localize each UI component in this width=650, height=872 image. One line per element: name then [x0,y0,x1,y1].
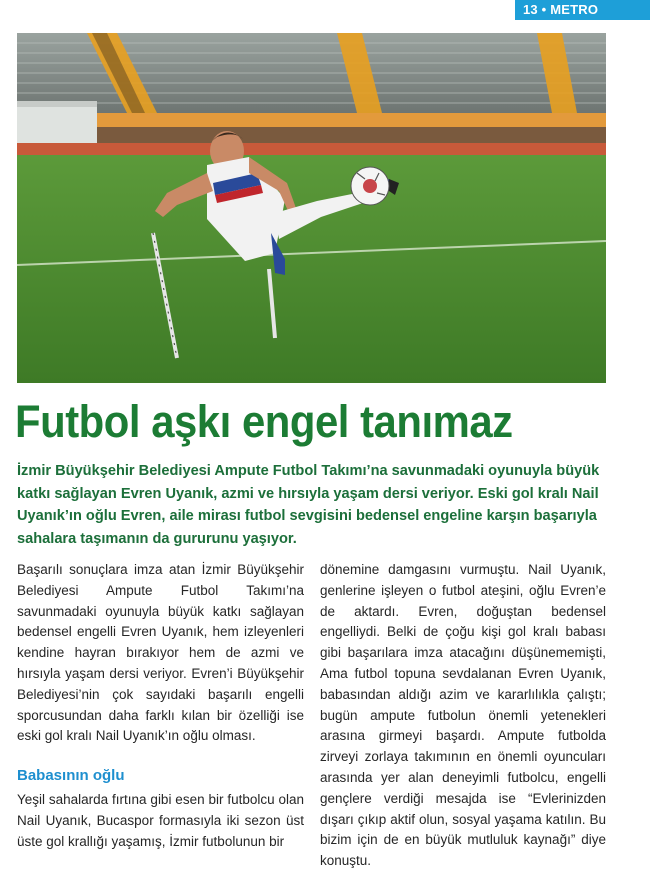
stadium-wall [97,113,606,127]
page-section-tag: 13 • METRO [515,0,650,20]
running-track [17,143,606,155]
article-column-2: dönemine damgasını vurmuştu. Nail Uyanık, genlerine işleyen o futbol ateşini, oğlu Evren’e de aktardı. Evren, doğuştan bedensel engelliydi. Belki de çoğu kişi gol kralı babası gibi başarılara imza atacağını düşünememişti, Ama futbol topuna sevdalanan Evren Uyanık, babasından aldığı azim ve kararlılıkla çalıştı; bugün ampute futbolun önemli yetenekleri arasına girmeyi başardı. Ampute futbolda zirveyi zorlaya takımının en önemli oyuncuları arasında yer alan deneyimli futbolcu, engelli gençlere verdiği mesajda ise “Evlerinizden dışarı çıkıp aktif olun, sosyal yaşama katılın. Bu bizim için de en büyük mutluluk kaynağı” diye konuştu. [320,562,606,869]
article-column-1-continued: Yeşil sahalarda fırtına gibi esen bir futbolcu olan Nail Uyanık, Bucaspor formasıyla iki sezon üst üste gol krallığı yaşamış, İzmir futbolunun bir [17,792,304,849]
article-column-1: Başarılı sonuçlara imza atan İzmir Büyükşehir Belediyesi Ampute Futbol Takımı’na savunmadaki oyunuyla büyük katkı sağlayan bedensel engelli Evren Uyanık, hem izleyenleri kendine hayran bırakıyor hem de azmi ve hırsıyla yaşam dersi veriyor. Evren’i Büyükşehir Belediyesi’nin çok sayıdaki başarılı engelli sporcusundan daha farklı kılan bir özelliği ise eski gol kralı Nail Uyanık’ın oğlu olması. [17,562,304,744]
player-photo [17,33,606,383]
pitch-grass [17,155,606,383]
article-lead: İzmir Büyükşehir Belediyesi Ampute Futbol Takımı’na savunmadaki oyunuyla büyük katkı sağlayan Evren Uyanık, azmi ve hırsıyla yaşam dersi veriyor. Eski gol kralı Nail Uyanık’ın oğlu Evren, aile mirası futbol sevgisini bedensel engeline karşın başarıyla sahalara taşımanın da gururunu yaşıyor. [17,463,600,547]
article-headline: Futbol aşkı engel tanımaz [15,396,513,447]
article-subheading: Babasının oğlu [17,767,125,784]
